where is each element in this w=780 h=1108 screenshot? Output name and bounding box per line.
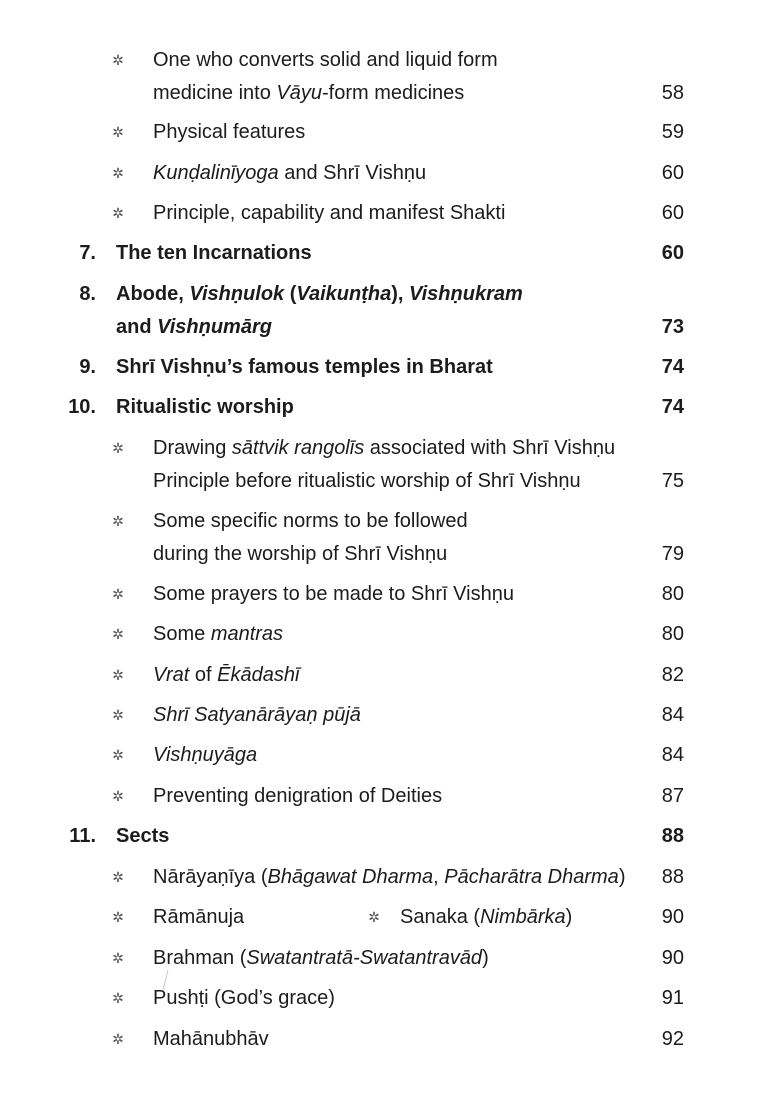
asterisk-bullet-icon: ✲ [112,869,124,885]
page-number: 82 [661,664,684,686]
asterisk-bullet-icon: ✲ [112,788,124,804]
asterisk-bullet-icon: ✲ [112,1031,124,1047]
entry-title-line2: medicine into Vāyu-form medicines [153,82,465,104]
asterisk-bullet-icon: ✲ [112,440,124,456]
chapter-title-line1: Abode, Vishṇulok (Vaikunṭha), Vishṇukram [116,283,523,305]
entry-title: Shrī Satyanārāyaṇ pūjā [153,704,361,726]
page-number: 58 [661,82,684,104]
asterisk-bullet-icon: ✲ [112,950,124,966]
entry-title-line2: during the worship of Shrī Vishṇu [153,543,448,565]
chapter-number: 9. [79,356,96,378]
entry-title: Physical features [153,121,306,143]
entry-title: Some mantras [153,623,284,645]
chapter-title: Sects [116,825,170,847]
page-number: 91 [661,987,684,1009]
chapter-number: 7. [79,242,96,264]
page-number: 73 [661,316,684,338]
page-number: 84 [661,704,684,726]
asterisk-bullet-icon: ✲ [112,909,124,925]
entry-title: Preventing denigration of Deities [153,785,443,807]
chapter-title: Shrī Vishṇu’s famous temples in Bharat [116,356,493,378]
asterisk-bullet-icon: ✲ [112,513,124,529]
asterisk-bullet-icon: ✲ [112,52,124,68]
entry-title-line1: One who converts solid and liquid form [153,49,498,71]
page-number: 59 [661,121,684,143]
chapter-number: 10. [68,396,96,418]
asterisk-bullet-icon: ✲ [112,124,124,140]
asterisk-bullet-icon: ✲ [112,990,124,1006]
page-number: 80 [661,623,684,645]
page-number: 79 [661,543,684,565]
asterisk-bullet-icon: ✲ [368,909,380,925]
entry-title-line1: Some specific norms to be followed [153,510,468,532]
page-number: 60 [661,162,684,184]
asterisk-bullet-icon: ✲ [112,667,124,683]
entry-title: Rāmānuja [153,906,245,928]
asterisk-bullet-icon: ✲ [112,205,124,221]
page-number: 80 [661,583,684,605]
page-number: 87 [661,785,684,807]
chapter-number: 11. [69,825,96,847]
page-number: 74 [661,356,684,378]
page-number: 90 [661,947,684,969]
entry-title: Vishṇuyāga [153,744,258,766]
chapter-title: Ritualistic worship [116,396,294,418]
entry-title: Principle, capability and manifest Shakti [153,202,506,224]
page-number: 88 [661,825,684,847]
page-number: 90 [661,906,684,928]
page-number: 60 [661,242,684,264]
entry-title: Pushṭi (God’s grace) [153,987,335,1009]
entry-title: Nārāyaṇīya (Bhāgawat Dharma, Pācharātra Dharma) [153,866,626,888]
asterisk-bullet-icon: ✲ [112,747,124,763]
entry-title-line2: Principle before ritualistic worship of Shrī Vishṇu [153,470,581,492]
entry-title: Mahānubhāv [153,1028,269,1050]
entry-title: Vrat of Ēkādashī [153,664,300,686]
entry-title-secondary: Sanaka (Nimbārka) [400,906,573,928]
entry-title-line1: Drawing sāttvik rangolīs associated with Shrī Vishṇu [153,437,616,459]
entry-title: Brahman (Swatantratā-Swatantravād) [153,947,489,969]
chapter-number: 8. [79,283,96,305]
asterisk-bullet-icon: ✲ [112,586,124,602]
page-number: 84 [661,744,684,766]
page-number: 92 [661,1028,684,1050]
page-number: 60 [661,202,684,224]
chapter-title: The ten Incarnations [116,242,312,264]
page-number: 88 [661,866,684,888]
page-number: 75 [661,470,684,492]
chapter-title-line2: and Vishṇumārg [116,316,272,338]
entry-title: Some prayers to be made to Shrī Vishṇu [153,583,514,605]
entry-title: Kunḍalinīyoga and Shrī Vishṇu [153,162,427,184]
asterisk-bullet-icon: ✲ [112,707,124,723]
asterisk-bullet-icon: ✲ [112,626,124,642]
page-number: 74 [661,396,684,418]
asterisk-bullet-icon: ✲ [112,165,124,181]
